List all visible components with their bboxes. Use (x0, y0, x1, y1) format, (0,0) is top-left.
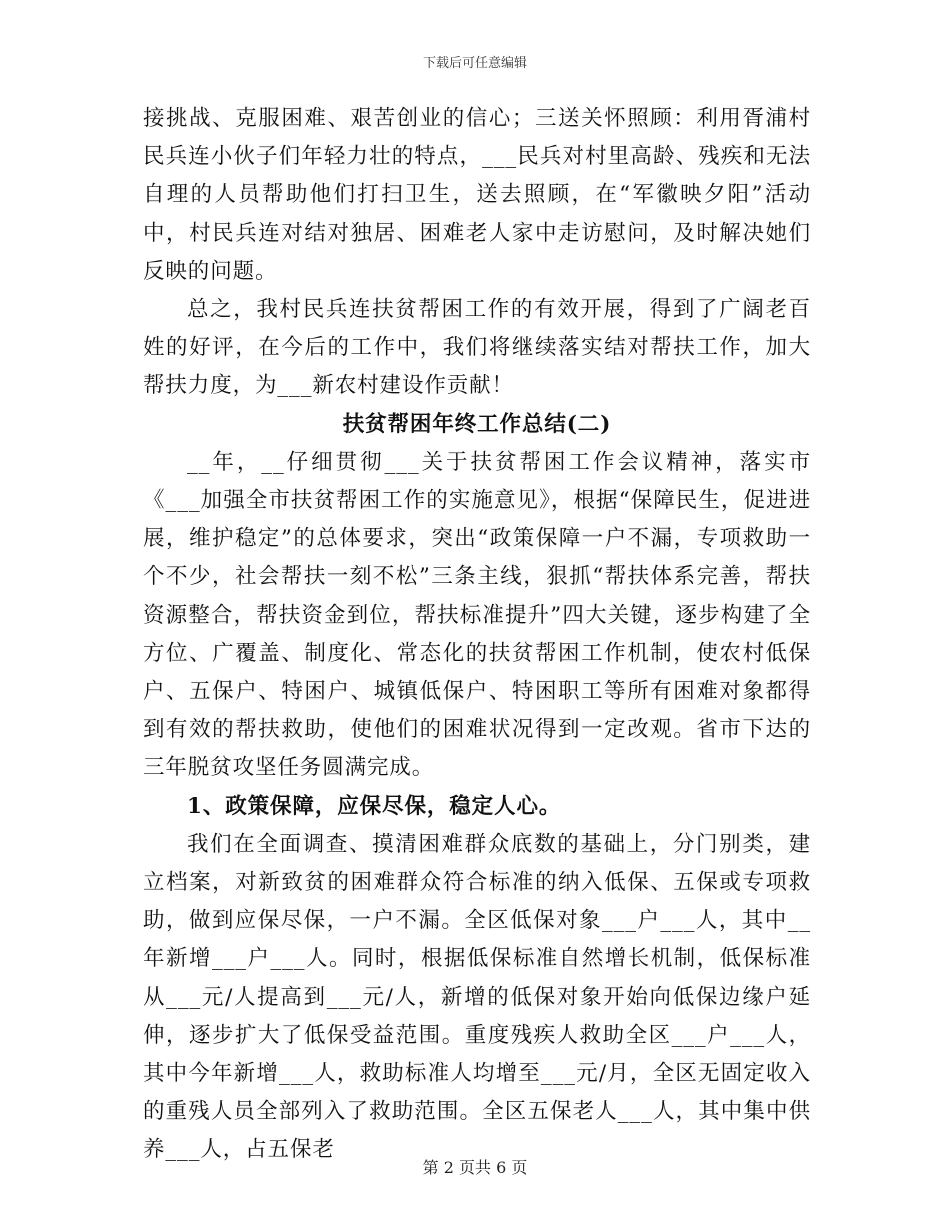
document-body (143, 100, 811, 1170)
paragraph-summary: 总之，我村民兵连扶贫帮困工作的有效开展，得到了广阔老百姓的好评，在今后的工作中，我们将继续落实结对帮扶工作，加大帮扶力度，为___新农村建设作贡献！ (143, 297, 811, 399)
subheading-policy: 1、政策保障，应保尽保，稳定人心。 (187, 793, 562, 819)
paragraph-policy: 我们在全面调查、摸清困难群众底数的基础上，分门别类，建立档案，对新致贫的困难群众符合标准的纳入低保、五保或专项救助，做到应保尽保，一户不漏。全区低保对象___户___人，其中__年新增___户___人。同时，根据低保标准自然增长机制，低保标准从___元/人提高到___元/人，新增的低保对象开始向低保边缘户延伸，逐步扩大了低保受益范围。重度残疾人救助全区___户___人，其中今年新增___人，救助标准人均增至___元/月，全区无固定收入的重残人员全部列入了救助范围。全区五保老人___人，其中集中供养___人，占五保老 (143, 831, 811, 1163)
page-footer: 第 2 页共 6 页 (422, 1158, 528, 1177)
page-header: 下载后可任意编辑 (422, 56, 527, 71)
section-title: 扶贫帮困年终工作总结(二) (342, 411, 612, 437)
paragraph-continued: 接挑战、克服困难、艰苦创业的信心；三送关怀照顾：利用胥浦村民兵连小伙子们年轻力壮的特点，___民兵对村里高龄、残疾和无法自理的人员帮助他们打扫卫生，送去照顾，在“军徽映夕阳”活动中，村民兵连对结对独居、困难老人家中走访慰问，及时解决她们反映的问题。 (143, 106, 811, 284)
paragraph-intro: __年，__仔细贯彻___关于扶贫帮困工作会议精神，落实市《___加强全市扶贫帮困工作的实施意见》，根据“保障民生，促进进展，维护稳定”的总体要求，突出“政策保障一户不漏，专项救助一个不少，社会帮扶一刻不松”三条主线，狠抓“帮扶体系完善，帮扶资源整合，帮扶资金到位，帮扶标准提升”四大关键，逐步构建了全方位、广覆盖、制度化、常态化的扶贫帮困工作机制，使农村低保户、五保户、特困户、城镇低保户、特困职工等所有困难对象都得到有效的帮扶救助，使他们的困难状况得到一定改观。省市下达的三年脱贫攻坚任务圆满完成。 (143, 449, 811, 781)
